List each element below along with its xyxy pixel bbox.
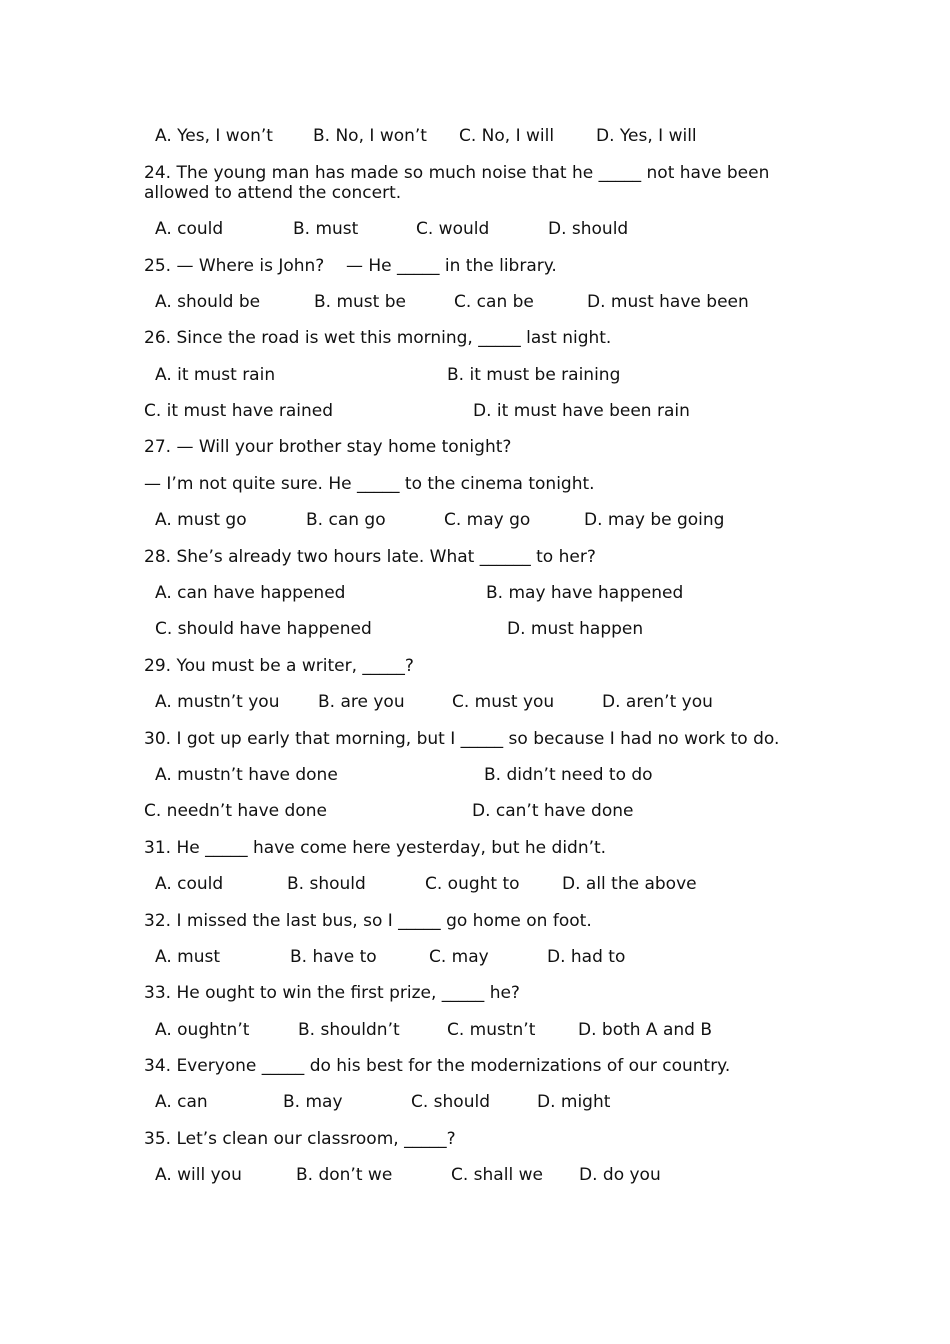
q24-option-a: A. could bbox=[155, 219, 224, 239]
q34-option-c: C. should bbox=[411, 1092, 490, 1112]
q29-option-d: D. aren’t you bbox=[602, 692, 713, 712]
q31-option-b: B. should bbox=[287, 874, 366, 894]
q30-option-d: D. can’t have done bbox=[472, 801, 634, 821]
q32-stem: 32. I missed the last bus, so I _____ go home on foot. bbox=[144, 911, 592, 931]
q25-option-a: A. should be bbox=[155, 292, 261, 312]
q34-option-d: D. might bbox=[537, 1092, 611, 1112]
q28-option-a: A. can have happened bbox=[155, 583, 346, 603]
q30-option-c: C. needn’t have done bbox=[144, 801, 327, 821]
q23-option-a: A. Yes, I won’t bbox=[155, 126, 273, 146]
q34-option-a: A. can bbox=[155, 1092, 208, 1112]
q25-option-c: C. can be bbox=[454, 292, 534, 312]
q26-option-c: C. it must have rained bbox=[144, 401, 334, 421]
q32-option-c: C. may bbox=[429, 947, 489, 967]
q33-option-a: A. oughtn’t bbox=[155, 1020, 250, 1040]
q32-option-b: B. have to bbox=[290, 947, 377, 967]
q28-stem: 28. She’s already two hours late. What ______ to her? bbox=[144, 547, 596, 567]
q30-option-b: B. didn’t need to do bbox=[484, 765, 653, 785]
q25-option-d: D. must have been bbox=[587, 292, 749, 312]
q26-option-a: A. it must rain bbox=[155, 365, 276, 385]
q27-option-d: D. may be going bbox=[584, 510, 725, 530]
q34-stem: 34. Everyone _____ do his best for the modernizations of our country. bbox=[144, 1056, 731, 1076]
q35-stem: 35. Let’s clean our classroom, _____? bbox=[144, 1129, 456, 1149]
q23-option-b: B. No, I won’t bbox=[313, 126, 427, 146]
q27-option-b: B. can go bbox=[306, 510, 386, 530]
q33-option-d: D. both A and B bbox=[578, 1020, 713, 1040]
q27-stem-reply: — I’m not quite sure. He _____ to the cinema tonight. bbox=[144, 474, 595, 494]
q30-option-a: A. mustn’t have done bbox=[155, 765, 338, 785]
q34-option-b: B. may bbox=[283, 1092, 343, 1112]
q31-option-d: D. all the above bbox=[562, 874, 697, 894]
q28-option-c: C. should have happened bbox=[155, 619, 372, 639]
q24-option-d: D. should bbox=[548, 219, 629, 239]
q27-option-a: A. must go bbox=[155, 510, 247, 530]
q24-stem: 24. The young man has made so much noise that he _____ not have been allowed to attend the concert. bbox=[144, 163, 770, 203]
q28-option-d: D. must happen bbox=[507, 619, 644, 639]
q23-option-c: C. No, I will bbox=[459, 126, 555, 146]
q25-stem: 25. — Where is John? — He _____ in the library. bbox=[144, 256, 557, 276]
q31-option-a: A. could bbox=[155, 874, 224, 894]
q28-option-b: B. may have happened bbox=[486, 583, 684, 603]
q35-option-a: A. will you bbox=[155, 1165, 242, 1185]
q29-stem: 29. You must be a writer, _____? bbox=[144, 656, 414, 676]
q35-option-d: D. do you bbox=[579, 1165, 661, 1185]
q24-option-b: B. must bbox=[293, 219, 359, 239]
q32-option-a: A. must bbox=[155, 947, 220, 967]
q33-option-c: C. mustn’t bbox=[447, 1020, 536, 1040]
q29-option-b: B. are you bbox=[318, 692, 405, 712]
q26-option-d: D. it must have been rain bbox=[473, 401, 690, 421]
q31-option-c: C. ought to bbox=[425, 874, 520, 894]
q26-option-b: B. it must be raining bbox=[447, 365, 621, 385]
q27-stem: 27. — Will your brother stay home tonight? bbox=[144, 437, 512, 457]
q29-option-a: A. mustn’t you bbox=[155, 692, 280, 712]
q30-stem: 30. I got up early that morning, but I _____ so because I had no work to do. bbox=[144, 729, 780, 749]
q23-option-d: D. Yes, I will bbox=[596, 126, 697, 146]
q32-option-d: D. had to bbox=[547, 947, 626, 967]
q33-option-b: B. shouldn’t bbox=[298, 1020, 400, 1040]
q24-option-c: C. would bbox=[416, 219, 490, 239]
q27-option-c: C. may go bbox=[444, 510, 531, 530]
q33-stem: 33. He ought to win the first prize, _____ he? bbox=[144, 983, 520, 1003]
q25-option-b: B. must be bbox=[314, 292, 406, 312]
q29-option-c: C. must you bbox=[452, 692, 555, 712]
q35-option-b: B. don’t we bbox=[296, 1165, 393, 1185]
q35-option-c: C. shall we bbox=[451, 1165, 543, 1185]
q26-stem: 26. Since the road is wet this morning, _____ last night. bbox=[144, 328, 612, 348]
q31-stem: 31. He _____ have come here yesterday, but he didn’t. bbox=[144, 838, 607, 858]
